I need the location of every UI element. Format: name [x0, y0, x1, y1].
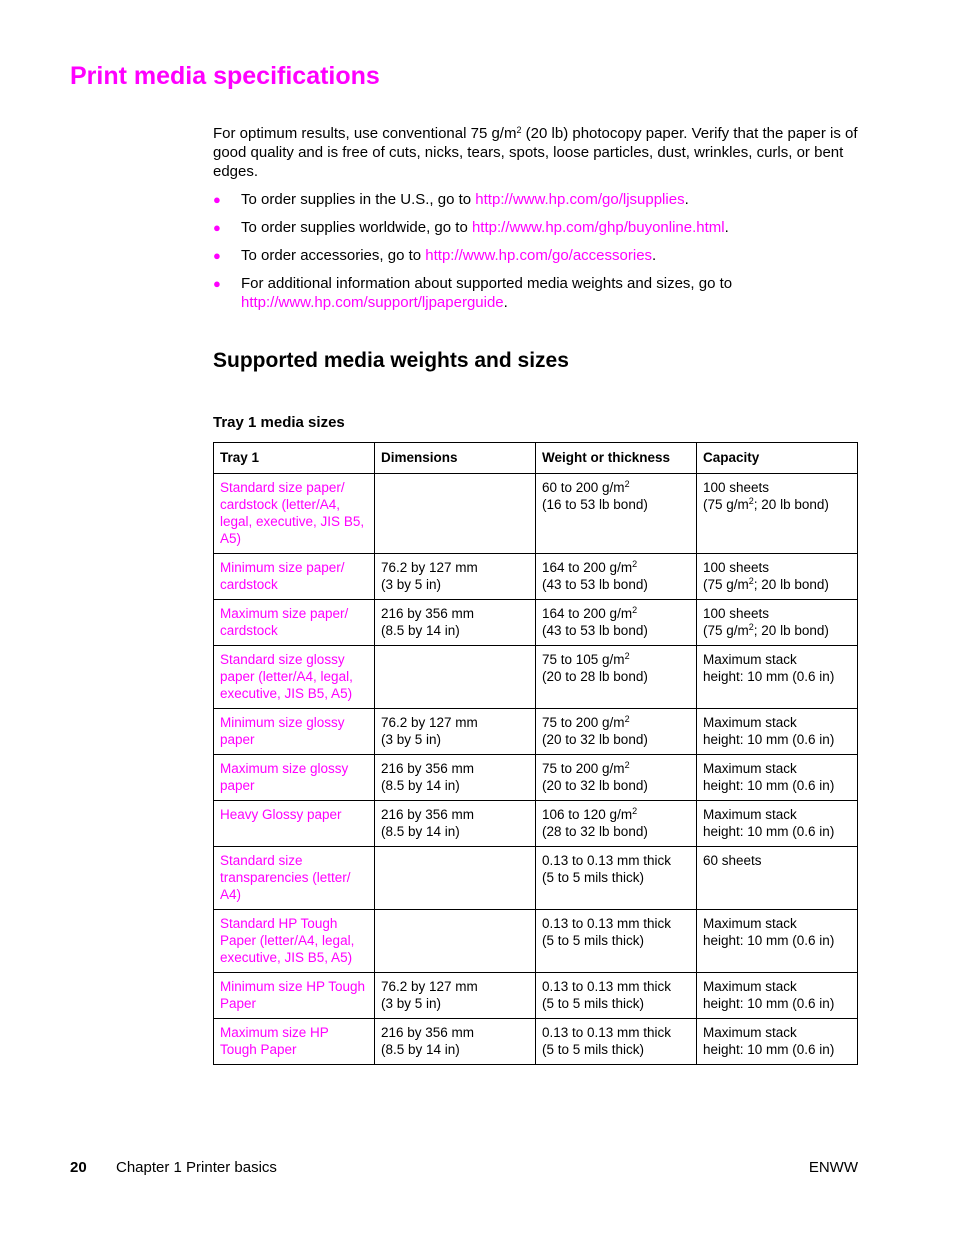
weight-primary	[542, 852, 690, 869]
dimensions-imperial: (8.5 by 14 in)	[381, 1042, 460, 1057]
media-type-cell	[214, 554, 375, 600]
media-type-cell	[214, 755, 375, 801]
capacity-secondary	[703, 622, 851, 639]
capacity-cell	[697, 600, 858, 646]
dimensions-metric: 216 by 356 mm	[381, 1025, 475, 1040]
capacity-primary: Maximum stack	[703, 916, 797, 931]
page-number: 20	[70, 1159, 87, 1176]
weight-secondary: (5 to 5 mils thick)	[542, 870, 645, 885]
media-type-cell	[214, 1019, 375, 1065]
capacity-cell	[697, 801, 858, 847]
capacity-secondary	[703, 576, 851, 593]
bullet-text: To order supplies in the U.S., go to	[241, 191, 476, 208]
weight-secondary: (43 to 53 lb bond)	[542, 623, 648, 638]
table-row	[214, 554, 858, 600]
media-type-cell	[214, 646, 375, 709]
weight-cell	[536, 910, 697, 973]
table-row	[214, 801, 858, 847]
dimensions-cell	[375, 474, 536, 554]
capacity-cell	[697, 973, 858, 1019]
weight-secondary: (5 to 5 mils thick)	[542, 996, 645, 1011]
weight-primary	[542, 479, 690, 496]
media-type-link[interactable]: Minimum size paper/ cardstock	[220, 560, 345, 592]
dimensions-metric: 216 by 356 mm	[381, 606, 475, 621]
table-row	[214, 973, 858, 1019]
media-type-link[interactable]: Maximum size glossy paper	[220, 761, 349, 793]
bullet-icon: ●	[213, 220, 221, 235]
link-accessories[interactable]: http://www.hp.com/go/accessories	[425, 247, 653, 264]
weight-primary	[542, 978, 690, 995]
weight-secondary: (5 to 5 mils thick)	[542, 933, 645, 948]
weight-secondary: (28 to 32 lb bond)	[542, 824, 648, 839]
media-type-link[interactable]: Maximum size paper/ cardstock	[220, 606, 349, 638]
capacity-primary: Maximum stack	[703, 1025, 797, 1040]
bullet-punct: .	[724, 219, 729, 236]
capacity-text: (75 g/m	[703, 623, 749, 638]
capacity-text: height: 10 mm (0.6 in)	[703, 669, 835, 684]
capacity-text: (75 g/m	[703, 497, 749, 512]
chapter-label: Chapter 1 Printer basics	[116, 1159, 277, 1176]
capacity-secondary	[703, 823, 851, 840]
superscript: 2	[748, 622, 754, 632]
bullet-punct: .	[652, 247, 657, 264]
weight-value: 75 to 200 g/m	[542, 715, 625, 730]
weight-secondary: (20 to 28 lb bond)	[542, 669, 648, 684]
capacity-primary: 100 sheets	[703, 480, 770, 495]
capacity-text-end: ; 20 lb bond)	[753, 577, 829, 592]
capacity-primary: Maximum stack	[703, 761, 797, 776]
superscript: 2	[632, 559, 638, 569]
dimensions-metric: 76.2 by 127 mm	[381, 560, 478, 575]
weight-value: 106 to 120 g/m	[542, 807, 633, 822]
weight-cell	[536, 474, 697, 554]
dimensions-cell	[375, 554, 536, 600]
bullet-item-paperguide	[213, 274, 858, 312]
intro-paragraph	[213, 124, 858, 181]
weight-value: 164 to 200 g/m	[542, 560, 633, 575]
superscript: 2	[624, 714, 630, 724]
dimensions-cell	[375, 801, 536, 847]
table-caption: Tray 1 media sizes	[213, 414, 345, 431]
superscript: 2	[632, 806, 638, 816]
weight-cell	[536, 554, 697, 600]
bullet-icon: ●	[213, 248, 221, 263]
capacity-secondary	[703, 1041, 851, 1058]
capacity-secondary	[703, 731, 851, 748]
dimensions-imperial: (3 by 5 in)	[381, 996, 442, 1011]
dimensions-metric: 216 by 356 mm	[381, 761, 475, 776]
capacity-text: height: 10 mm (0.6 in)	[703, 778, 835, 793]
capacity-text: height: 10 mm (0.6 in)	[703, 996, 835, 1011]
capacity-primary: 100 sheets	[703, 606, 770, 621]
dimensions-metric: 216 by 356 mm	[381, 807, 475, 822]
weight-cell	[536, 646, 697, 709]
bullet-item-accessories	[213, 246, 858, 265]
capacity-primary: Maximum stack	[703, 807, 797, 822]
table-row	[214, 910, 858, 973]
capacity-primary: Maximum stack	[703, 652, 797, 667]
weight-secondary: (20 to 32 lb bond)	[542, 732, 648, 747]
header-capacity: Capacity	[697, 443, 858, 474]
bullet-text: To order supplies worldwide, go to	[241, 219, 472, 236]
superscript: 2	[624, 651, 630, 661]
capacity-cell	[697, 646, 858, 709]
table-row	[214, 600, 858, 646]
capacity-text: height: 10 mm (0.6 in)	[703, 933, 835, 948]
media-type-cell	[214, 600, 375, 646]
superscript: 2	[516, 125, 522, 135]
capacity-text: height: 10 mm (0.6 in)	[703, 1042, 835, 1057]
weight-cell	[536, 801, 697, 847]
dimensions-metric: 76.2 by 127 mm	[381, 715, 478, 730]
intro-text-part2: (20 lb) photocopy paper. Verify that the paper is of good quality and is free of cuts, nicks, tears, spots, loose particles, dust, wrinkles, curls, or bent edges.	[213, 125, 858, 180]
superscript: 2	[748, 576, 754, 586]
dimensions-imperial: (8.5 by 14 in)	[381, 778, 460, 793]
capacity-text: height: 10 mm (0.6 in)	[703, 732, 835, 747]
dimensions-cell	[375, 709, 536, 755]
bullet-punct: .	[684, 191, 689, 208]
weight-secondary: (16 to 53 lb bond)	[542, 497, 648, 512]
capacity-primary: 100 sheets	[703, 560, 770, 575]
superscript: 2	[624, 760, 630, 770]
superscript: 2	[624, 479, 630, 489]
link-buyonline[interactable]: http://www.hp.com/ghp/buyonline.html	[471, 219, 725, 236]
weight-secondary: (20 to 32 lb bond)	[542, 778, 648, 793]
media-type-link[interactable]: Standard size glossy paper (letter/A4, legal, executive, JIS B5, A5)	[220, 652, 353, 701]
dimensions-imperial: (8.5 by 14 in)	[381, 824, 460, 839]
weight-primary	[542, 605, 690, 622]
header-tray1: Tray 1	[214, 443, 375, 474]
media-type-cell	[214, 709, 375, 755]
capacity-secondary	[703, 995, 851, 1012]
section-heading: Supported media weights and sizes	[213, 349, 569, 372]
weight-value: 0.13 to 0.13 mm thick	[542, 916, 672, 931]
dimensions-metric: 76.2 by 127 mm	[381, 979, 478, 994]
weight-cell	[536, 755, 697, 801]
table-row	[214, 474, 858, 554]
table-body	[214, 474, 858, 1065]
capacity-cell	[697, 910, 858, 973]
media-type-link[interactable]: Standard size transparencies (letter/ A4)	[220, 853, 351, 902]
table-row	[214, 847, 858, 910]
capacity-cell	[697, 709, 858, 755]
weight-primary	[542, 651, 690, 668]
table-row	[214, 1019, 858, 1065]
table-row	[214, 709, 858, 755]
capacity-cell	[697, 847, 858, 910]
page-title: Print media specifications	[70, 62, 380, 90]
table-header-row	[214, 443, 858, 474]
weight-value: 75 to 200 g/m	[542, 761, 625, 776]
weight-primary	[542, 760, 690, 777]
weight-value: 0.13 to 0.13 mm thick	[542, 979, 672, 994]
capacity-primary: Maximum stack	[703, 715, 797, 730]
bullet-icon: ●	[213, 276, 221, 291]
dimensions-cell	[375, 847, 536, 910]
bullet-item-worldwide-supplies	[213, 218, 858, 237]
superscript: 2	[748, 496, 754, 506]
tray1-media-table	[213, 442, 858, 1065]
capacity-cell	[697, 474, 858, 554]
table-row	[214, 755, 858, 801]
weight-cell	[536, 847, 697, 910]
dimensions-imperial: (8.5 by 14 in)	[381, 623, 460, 638]
bullet-text: To order accessories, go to	[241, 247, 426, 264]
link-ljsupplies[interactable]: http://www.hp.com/go/ljsupplies	[475, 191, 685, 208]
page-footer	[70, 1159, 858, 1176]
bullet-text: For additional information about supported media weights and sizes, go to	[241, 275, 733, 292]
media-type-link[interactable]: Maximum size HP Tough Paper	[220, 1025, 329, 1057]
weight-value: 60 to 200 g/m	[542, 480, 625, 495]
superscript: 2	[632, 605, 638, 615]
header-dimensions: Dimensions	[375, 443, 536, 474]
media-type-link[interactable]: Standard HP Tough Paper (letter/A4, legal, executive, JIS B5, A5)	[220, 916, 355, 965]
dimensions-cell	[375, 910, 536, 973]
capacity-text: height: 10 mm (0.6 in)	[703, 824, 835, 839]
media-type-cell	[214, 910, 375, 973]
media-type-cell	[214, 801, 375, 847]
weight-secondary: (5 to 5 mils thick)	[542, 1042, 645, 1057]
capacity-text-end: ; 20 lb bond)	[753, 497, 829, 512]
media-type-cell	[214, 474, 375, 554]
capacity-secondary	[703, 668, 851, 685]
weight-secondary: (43 to 53 lb bond)	[542, 577, 648, 592]
dimensions-cell	[375, 755, 536, 801]
dimensions-cell	[375, 646, 536, 709]
weight-value: 75 to 105 g/m	[542, 652, 625, 667]
weight-value: 0.13 to 0.13 mm thick	[542, 1025, 672, 1040]
bullet-punct: .	[503, 294, 508, 311]
weight-cell	[536, 709, 697, 755]
footer-right-label: ENWW	[808, 1159, 858, 1176]
bullet-icon: ●	[213, 192, 221, 207]
media-type-link[interactable]: Standard size paper/ cardstock (letter/A4, legal, executive, JIS B5, A5)	[220, 480, 365, 546]
weight-primary	[542, 1024, 690, 1041]
header-weight: Weight or thickness	[536, 443, 697, 474]
weight-cell	[536, 600, 697, 646]
media-type-link[interactable]: Heavy Glossy paper	[220, 807, 342, 822]
capacity-text-end: ; 20 lb bond)	[753, 623, 829, 638]
dimensions-cell	[375, 973, 536, 1019]
capacity-cell	[697, 755, 858, 801]
dimensions-imperial: (3 by 5 in)	[381, 577, 442, 592]
dimensions-cell	[375, 1019, 536, 1065]
supply-links-list	[213, 190, 858, 321]
capacity-secondary	[703, 932, 851, 949]
weight-primary	[542, 714, 690, 731]
weight-primary	[542, 915, 690, 932]
weight-primary	[542, 806, 690, 823]
capacity-primary: Maximum stack	[703, 979, 797, 994]
weight-value: 164 to 200 g/m	[542, 606, 633, 621]
media-type-cell	[214, 973, 375, 1019]
table-row	[214, 646, 858, 709]
bullet-item-us-supplies	[213, 190, 858, 209]
weight-cell	[536, 1019, 697, 1065]
capacity-cell	[697, 1019, 858, 1065]
media-type-link[interactable]: Minimum size glossy paper	[220, 715, 345, 747]
intro-text-part1: For optimum results, use conventional 75 g/m	[213, 125, 517, 142]
weight-primary	[542, 559, 690, 576]
capacity-secondary	[703, 777, 851, 794]
weight-cell	[536, 973, 697, 1019]
media-type-cell	[214, 847, 375, 910]
capacity-secondary	[703, 496, 851, 513]
capacity-primary: 60 sheets	[703, 853, 762, 868]
capacity-text: (75 g/m	[703, 577, 749, 592]
media-type-link[interactable]: Minimum size HP Tough Paper	[220, 979, 366, 1011]
capacity-cell	[697, 554, 858, 600]
dimensions-imperial: (3 by 5 in)	[381, 732, 442, 747]
dimensions-cell	[375, 600, 536, 646]
weight-value: 0.13 to 0.13 mm thick	[542, 853, 672, 868]
link-ljpaperguide[interactable]: http://www.hp.com/support/ljpaperguide	[241, 294, 504, 311]
